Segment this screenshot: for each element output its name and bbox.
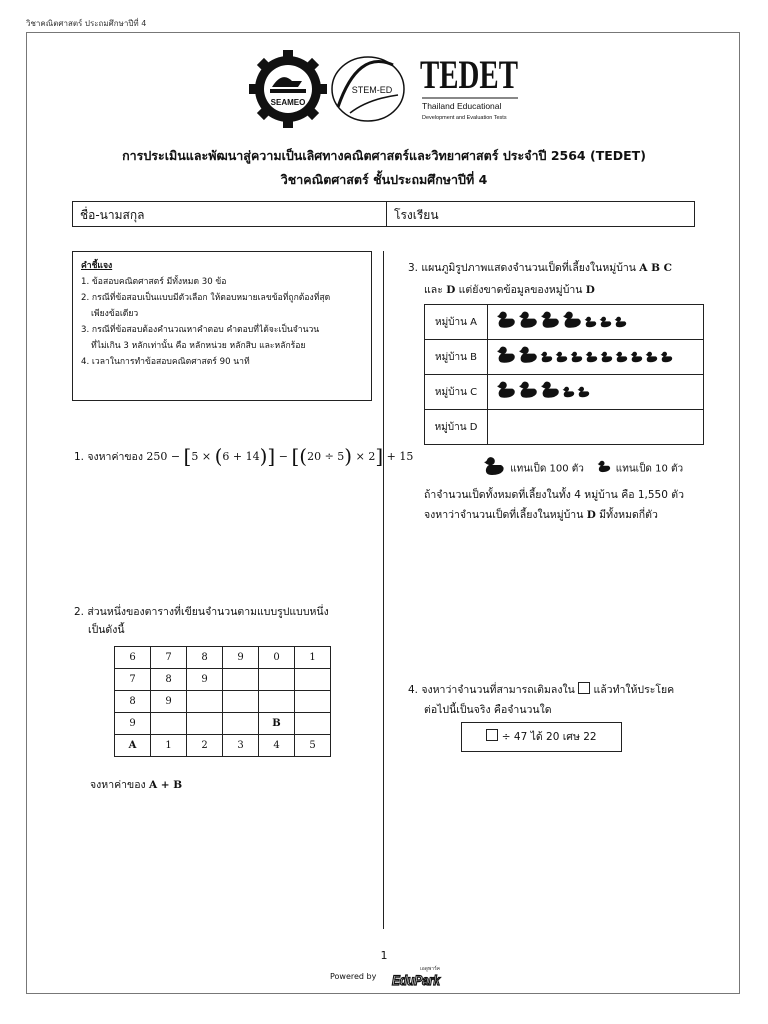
instructions-box — [72, 251, 372, 401]
village-label: หมู่บ้าน B — [425, 340, 488, 375]
edupark-logo — [390, 963, 442, 989]
grid-cell: 8 — [115, 691, 151, 713]
pictograph-row — [425, 410, 704, 445]
big-duck-icon — [540, 312, 560, 333]
big-duck-icon — [540, 382, 560, 403]
grid-cell: 1 — [295, 647, 331, 669]
grid-cell: B — [259, 713, 295, 735]
question-1 — [74, 444, 413, 468]
seameo-logo — [249, 50, 327, 128]
grid-cell: 5 — [295, 735, 331, 757]
instruction-item: 3. กรณีที่ข้อสอบต้องคำนวณหาคำตอบ คำตอบที่ได้จะเป็นจำนวน — [81, 325, 320, 335]
village-label: หมู่บ้าน C — [425, 375, 488, 410]
small-duck-icon — [599, 313, 612, 332]
grid-cell: A — [115, 735, 151, 757]
grid-cell: 8 — [187, 647, 223, 669]
grid-cell: 6 — [115, 647, 151, 669]
exam-subtitle: วิชาคณิตศาสตร์ ชั้นประถมศึกษาปีที่ 4 — [280, 172, 488, 187]
small-duck-icon — [600, 348, 613, 367]
grid-cell: 4 — [259, 735, 295, 757]
question-4: 4. จงหาว่าจำนวนที่สามารถเติมลงใน แล้วทำให้ประโยค ต่อไปนี้เป็นจริง คือจำนวนใด — [408, 684, 675, 716]
svg-text:เอดูพาร์ค: เอดูพาร์ค — [420, 966, 441, 972]
duck-pictograph — [424, 304, 704, 445]
instruction-item: 1. ข้อสอบคณิตศาสตร์ มีทั้งหมด 30 ข้อ — [81, 277, 227, 287]
powered-by: Powered by — [330, 972, 377, 981]
q2-question: จงหาค่าของ A + B — [90, 779, 183, 791]
big-duck-icon — [518, 347, 538, 368]
grid-cell — [187, 713, 223, 735]
big-duck-icon — [496, 382, 516, 403]
big-duck-icon — [483, 458, 505, 479]
grid-cell — [295, 669, 331, 691]
grid-cell: 9 — [115, 713, 151, 735]
small-duck-icon — [584, 313, 597, 332]
small-duck-icon — [645, 348, 658, 367]
village-ducks — [488, 340, 704, 375]
grid-cell: 8 — [151, 669, 187, 691]
q3-question: ถ้าจำนวนเป็ดทั้งหมดที่เลี้ยงในทั้ง 4 หมู่บ้าน คือ 1,550 ตัว จงหาว่าจำนวนเป็ดที่เลี้ยงในหมู่บ้าน D มีทั้งหมดกี่ตัว — [424, 489, 684, 521]
q2-line1: 2. ส่วนหนึ่งของตารางที่เขียนจำนวนตามแบบรูปแบบหนึ่ง — [74, 606, 329, 618]
grid-cell — [151, 713, 187, 735]
small-duck-icon — [597, 461, 611, 476]
big-duck-icon — [518, 312, 538, 333]
q1-prompt: 1. จงหาค่าของ — [74, 451, 143, 463]
instruction-item: เพียงข้อเดียว — [91, 309, 139, 319]
grid-cell: 9 — [223, 647, 259, 669]
grid-cell — [223, 713, 259, 735]
big-duck-icon — [518, 382, 538, 403]
instruction-item: 2. กรณีที่ข้อสอบเป็นแบบมีตัวเลือก ให้ตอบหมายเลขข้อที่ถูกต้องที่สุด — [81, 293, 331, 303]
page-number: 1 — [380, 949, 388, 962]
question-2 — [74, 603, 329, 639]
tedet-logo — [420, 52, 518, 121]
instructions-heading: คำชี้แจง — [81, 261, 113, 271]
q4-equation-box: ÷ 47 ได้ 20 เศษ 22 — [461, 722, 622, 752]
pictograph-row — [425, 375, 704, 410]
small-duck-icon — [615, 348, 628, 367]
table-row — [115, 691, 331, 713]
blank-box-icon — [578, 682, 590, 694]
grid-cell: 9 — [187, 669, 223, 691]
table-row — [115, 647, 331, 669]
question-3: 3. แผนภูมิรูปภาพแสดงจำนวนเป็ดที่เลี้ยงในหมู่บ้าน A B C และ D แต่ยังขาดข้อมูลของหมู่บ้าน D — [408, 262, 672, 296]
small-duck-icon — [585, 348, 598, 367]
stemed-logo — [332, 57, 404, 121]
logos — [250, 50, 530, 128]
table-row — [115, 735, 331, 757]
column-divider — [383, 251, 384, 929]
small-duck-icon — [540, 348, 553, 367]
grid-cell: 0 — [259, 647, 295, 669]
blank-box-icon — [486, 729, 498, 741]
grid-cell — [187, 691, 223, 713]
student-info-box — [72, 201, 695, 227]
village-label: หมู่บ้าน A — [425, 305, 488, 340]
pictograph-legend: แทนเป็ด 100 ตัว แทนเป็ด 10 ตัว — [483, 458, 683, 479]
village-label: หมู่บ้าน D — [425, 410, 488, 445]
svg-text:Thailand Educational: Thailand Educational — [422, 101, 502, 111]
small-duck-icon — [577, 383, 590, 402]
small-duck-icon — [614, 313, 627, 332]
grid-cell: 2 — [187, 735, 223, 757]
svg-text:TEDET: TEDET — [420, 52, 519, 97]
grid-cell: 9 — [151, 691, 187, 713]
instruction-item: ที่ไม่เกิน 3 หลักเท่านั้น คือ หลักหน่วย หลักสิบ และหลักร้อย — [91, 341, 306, 351]
number-grid — [114, 646, 331, 757]
grid-cell: 7 — [151, 647, 187, 669]
grid-cell — [295, 691, 331, 713]
village-ducks — [488, 410, 704, 445]
big-duck-icon — [496, 347, 516, 368]
exam-title: การประเมินและพัฒนาสู่ความเป็นเลิศทางคณิตศาสตร์และวิทยาศาสตร์ ประจำปี 2564 (TEDET) — [122, 148, 646, 163]
name-field[interactable]: ชื่อ-นามสกุล — [73, 202, 387, 226]
big-duck-icon — [496, 312, 516, 333]
small-duck-icon — [570, 348, 583, 367]
pictograph-row — [425, 305, 704, 340]
village-ducks — [488, 305, 704, 340]
grid-cell — [223, 669, 259, 691]
seameo-text: SEAMEO — [270, 98, 306, 107]
instruction-item: 4. เวลาในการทำข้อสอบคณิตศาสตร์ 90 นาที — [81, 357, 250, 367]
small-duck-icon — [562, 383, 575, 402]
grid-cell: 1 — [151, 735, 187, 757]
small-duck-icon — [630, 348, 643, 367]
pictograph-row — [425, 340, 704, 375]
svg-text:EduPark: EduPark — [392, 972, 442, 988]
table-row — [115, 669, 331, 691]
running-header: วิชาคณิตศาสตร์ ประถมศึกษาปีที่ 4 — [26, 19, 147, 28]
grid-cell — [223, 691, 259, 713]
small-duck-icon — [555, 348, 568, 367]
big-duck-icon — [562, 312, 582, 333]
q1-expression: 250 − [5 × (6 + 14)] − [(20 ÷ 5) × 2] + 15 — [146, 444, 414, 468]
grid-cell — [259, 669, 295, 691]
grid-cell: 3 — [223, 735, 259, 757]
small-duck-icon — [660, 348, 673, 367]
grid-cell — [259, 691, 295, 713]
svg-text:Development and Evaluation Tes: Development and Evaluation Tests — [422, 115, 507, 121]
stemed-text: STEM-ED — [351, 85, 393, 95]
village-ducks — [488, 375, 704, 410]
school-field[interactable]: โรงเรียน — [394, 208, 439, 222]
grid-cell — [295, 713, 331, 735]
grid-cell: 7 — [115, 669, 151, 691]
table-row — [115, 713, 331, 735]
q2-line2: เป็นดังนี้ — [88, 624, 125, 636]
